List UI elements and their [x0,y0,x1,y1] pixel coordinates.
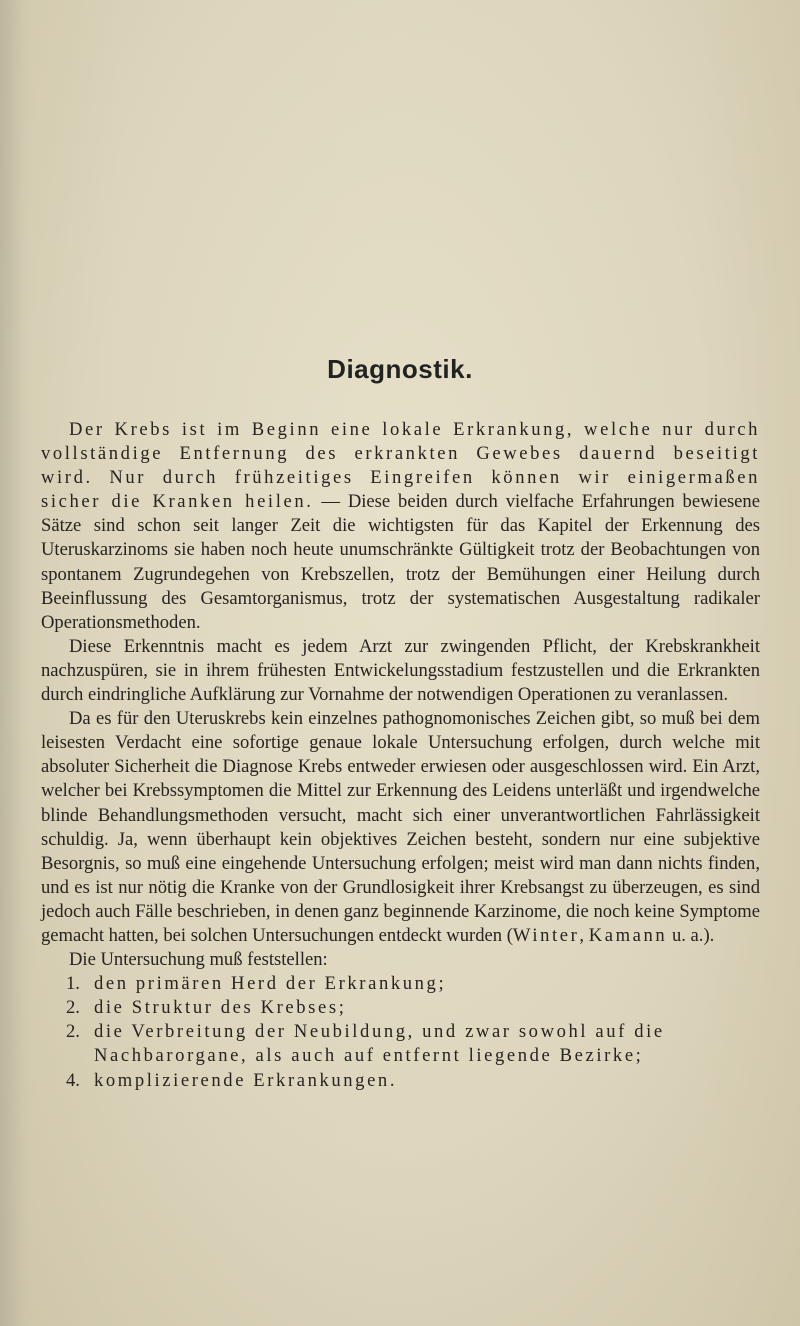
page-binding-edge [0,0,34,1326]
author-winter: Winter [512,924,580,946]
list-item-number: 2. [66,1021,80,1043]
list-item-text: die Verbreitung der Neubildung, und zwar sowohl auf die Nachbarorgane, als auch auf entfernt liegende Bezirke; [94,1021,665,1067]
body-text [41,418,760,1093]
list-item-text: komplizierende Erkrankungen. [94,1069,398,1091]
emphasized-sentence: Der Krebs ist im Beginn eine lokale Erkrankung, welche nur durch vollständige Entfernung des erkrankten Gewebes dauernd beseitigt wird. Nur durch frühzeitiges Eingreifen können wir einigermaßen sicher die Kranken heilen. [41,419,760,513]
paragraph-1-rest: — Diese beiden durch vielfache Erfahrungen bewiesene Sätze sind schon seit langer Zeit die wichtigsten für das Kapitel der Erkennung des Uteruskarzinoms sie haben noch heute unumschränkte Gültigkeit trotz der Beobachtungen von spontanem Zugrundegehen von Krebszellen, trotz der Bemühungen einer Heilung durch Beeinflussung des Gesamtorganismus, trotz der systematischen Ausgestaltung radikaler Operationsmethoden. [41,491,760,633]
paragraph-3 [41,707,760,948]
list-item-number: 2. [66,997,80,1019]
separator-comma: , [579,924,589,946]
list-item [41,1020,760,1068]
list-item [41,996,760,1020]
author-kamann: Kamann [588,924,668,946]
list-item-number: 4. [66,1069,80,1091]
list-item [41,972,760,996]
list-item-text: die Struktur des Krebses; [94,997,347,1019]
list-item-number: 1. [66,973,80,995]
list-item-text: den primären Herd der Erkrankung; [94,973,447,995]
list-item [41,1069,760,1093]
findings-list [41,972,760,1092]
paragraph-3-text: Da es für den Uteruskrebs kein einzelnes pathognomonisches Zeichen gibt, so muß bei dem leisesten Verdacht eine sofortige genaue lokale Untersuchung erfolgen, durch welche mit absoluter Sicherheit die Diagnose Krebs entweder erwiesen oder ausgeschlossen wird. Ein Arzt, welcher bei Krebssymptomen die Mittel zur Erkennung des Leidens unterläßt und irgendwelche blinde Behandlungsmethoden versucht, macht sich einer unverantwortlichen Fahrlässigkeit schuldig. Ja, wenn überhaupt kein objektives Zeichen besteht, sondern nur eine subjektive Besorgnis, so muß eine eingehende Untersuchung erfolgen; meist wird man dann nichts finden, und es ist nur nötig die Kranke von der Grundlosigkeit ihrer Krebsangst zu überzeugen, es sind jedoch auch Fälle beschrieben, in denen ganz beginnende Karzinome, die noch keine Symptome gemacht hatten, bei solchen Untersuchungen entdeckt wurden ( [41,708,760,946]
paragraph-3-end: u. a.). [667,924,715,946]
paragraph-2: Diese Erkenntnis macht es jedem Arzt zur zwingenden Pflicht, der Krebskrankheit nachzuspüren, sie in ihrem frühesten Entwickelungsstadium festzustellen und die Erkrankten durch eindringliche Aufklärung zur Vornahme der notwendigen Operationen zu veranlassen. [41,635,760,706]
paragraph-1 [41,418,760,635]
paragraph-4: Die Untersuchung muß feststellen: [69,949,328,971]
page-title: Diagnostik. [327,354,473,384]
